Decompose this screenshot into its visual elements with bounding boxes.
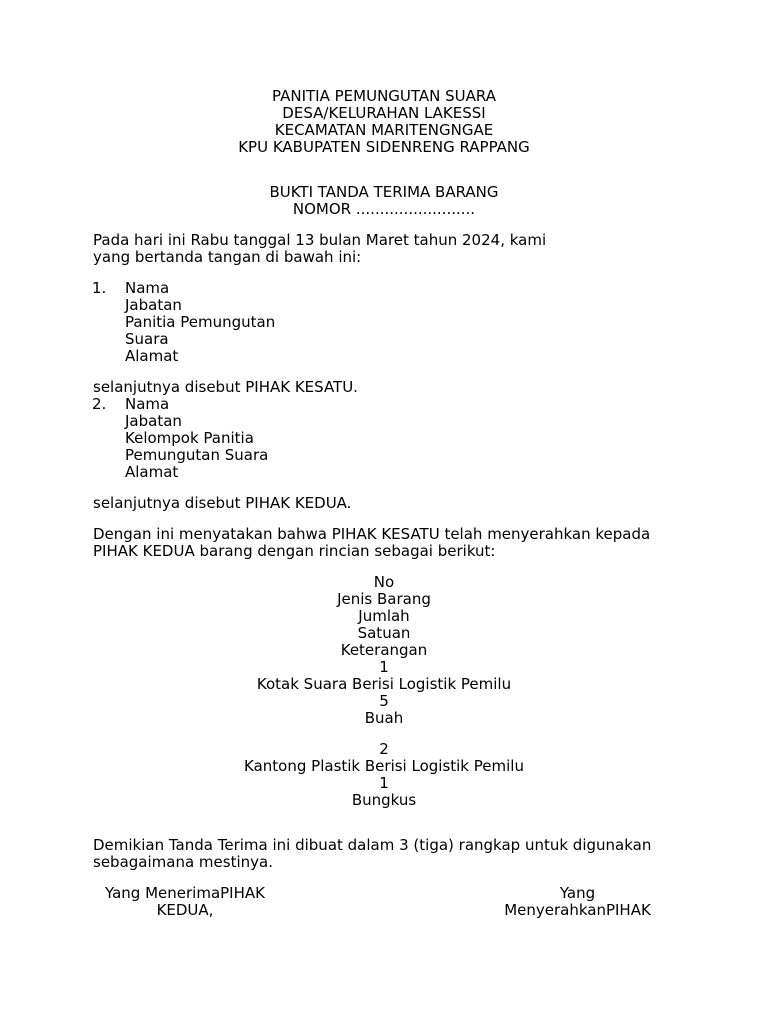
table-row-2-unit: Bungkus: [351, 791, 417, 809]
header-village: DESA/KELURAHAN LAKESSI: [282, 104, 486, 122]
party2-field-role-2: Pemungutan Suara: [125, 446, 269, 464]
table-header-item-type: Jenis Barang: [337, 590, 431, 608]
signature-receiver: [90, 885, 280, 919]
intro-line-1: Pada hari ini Rabu tanggal 13 bulan Maret tahun 2024, kami: [93, 231, 547, 249]
table-row-1-no: 1: [379, 658, 389, 676]
table-header-unit: Satuan: [357, 624, 411, 642]
party1-field-role-1: Panitia Pemungutan: [125, 313, 276, 331]
table-row-2-no: 2: [379, 740, 389, 758]
intro-line-2: yang bertanda tangan di bawah ini:: [93, 248, 362, 266]
party1-field-role-2: Suara: [125, 330, 169, 348]
signature-giver: [490, 885, 665, 919]
table-row-2-quantity: 1: [379, 774, 389, 792]
table-header-remarks: Keterangan: [340, 641, 428, 659]
party1-number: 1.: [92, 279, 107, 297]
party2-field-role-1: Kelompok Panitia: [125, 429, 254, 447]
statement-line-2: PIHAK KEDUA barang dengan rincian sebagai berikut:: [93, 542, 496, 560]
table-row-2-item: Kantong Plastik Berisi Logistik Pemilu: [244, 757, 524, 775]
signature-receiver-line-2: KEDUA,: [156, 901, 214, 919]
party2-field-name: Nama: [125, 395, 170, 413]
signature-receiver-line-1: Yang MenerimaPIHAK: [105, 884, 265, 902]
party2-field-address: Alamat: [125, 463, 179, 481]
party2-number: 2.: [92, 395, 107, 413]
statement-line-1: Dengan ini menyatakan bahwa PIHAK KESATU telah menyerahkan kepada: [93, 525, 651, 543]
header-committee: PANITIA PEMUNGUTAN SUARA: [272, 87, 496, 105]
header-district: KECAMATAN MARITENGNGAE: [274, 121, 494, 139]
document-title: BUKTI TANDA TERIMA BARANG: [269, 183, 499, 201]
party2-field-position: Jabatan: [125, 412, 182, 430]
party1-field-address: Alamat: [125, 347, 179, 365]
document-number: NOMOR .........................: [292, 200, 476, 218]
table-row-1-item: Kotak Suara Berisi Logistik Pemilu: [256, 675, 512, 693]
table-header-no: No: [373, 573, 395, 591]
party1-designation: selanjutnya disebut PIHAK KESATU.: [93, 378, 358, 396]
signature-giver-line-1: Yang: [559, 884, 596, 902]
closing-line-2: sebagaimana mestinya.: [93, 853, 273, 871]
party1-field-name: Nama: [125, 279, 170, 297]
table-row-1-quantity: 5: [379, 692, 389, 710]
party1-field-position: Jabatan: [125, 296, 182, 314]
table-row-1-unit: Buah: [364, 709, 404, 727]
party2-designation: selanjutnya disebut PIHAK KEDUA.: [93, 494, 352, 512]
header-regency: KPU KABUPATEN SIDENRENG RAPPANG: [238, 138, 530, 156]
closing-line-1: Demikian Tanda Terima ini dibuat dalam 3 (tiga) rangkap untuk digunakan: [93, 836, 652, 854]
table-header-quantity: Jumlah: [358, 607, 410, 625]
signature-giver-line-2: MenyerahkanPIHAK: [504, 901, 651, 919]
